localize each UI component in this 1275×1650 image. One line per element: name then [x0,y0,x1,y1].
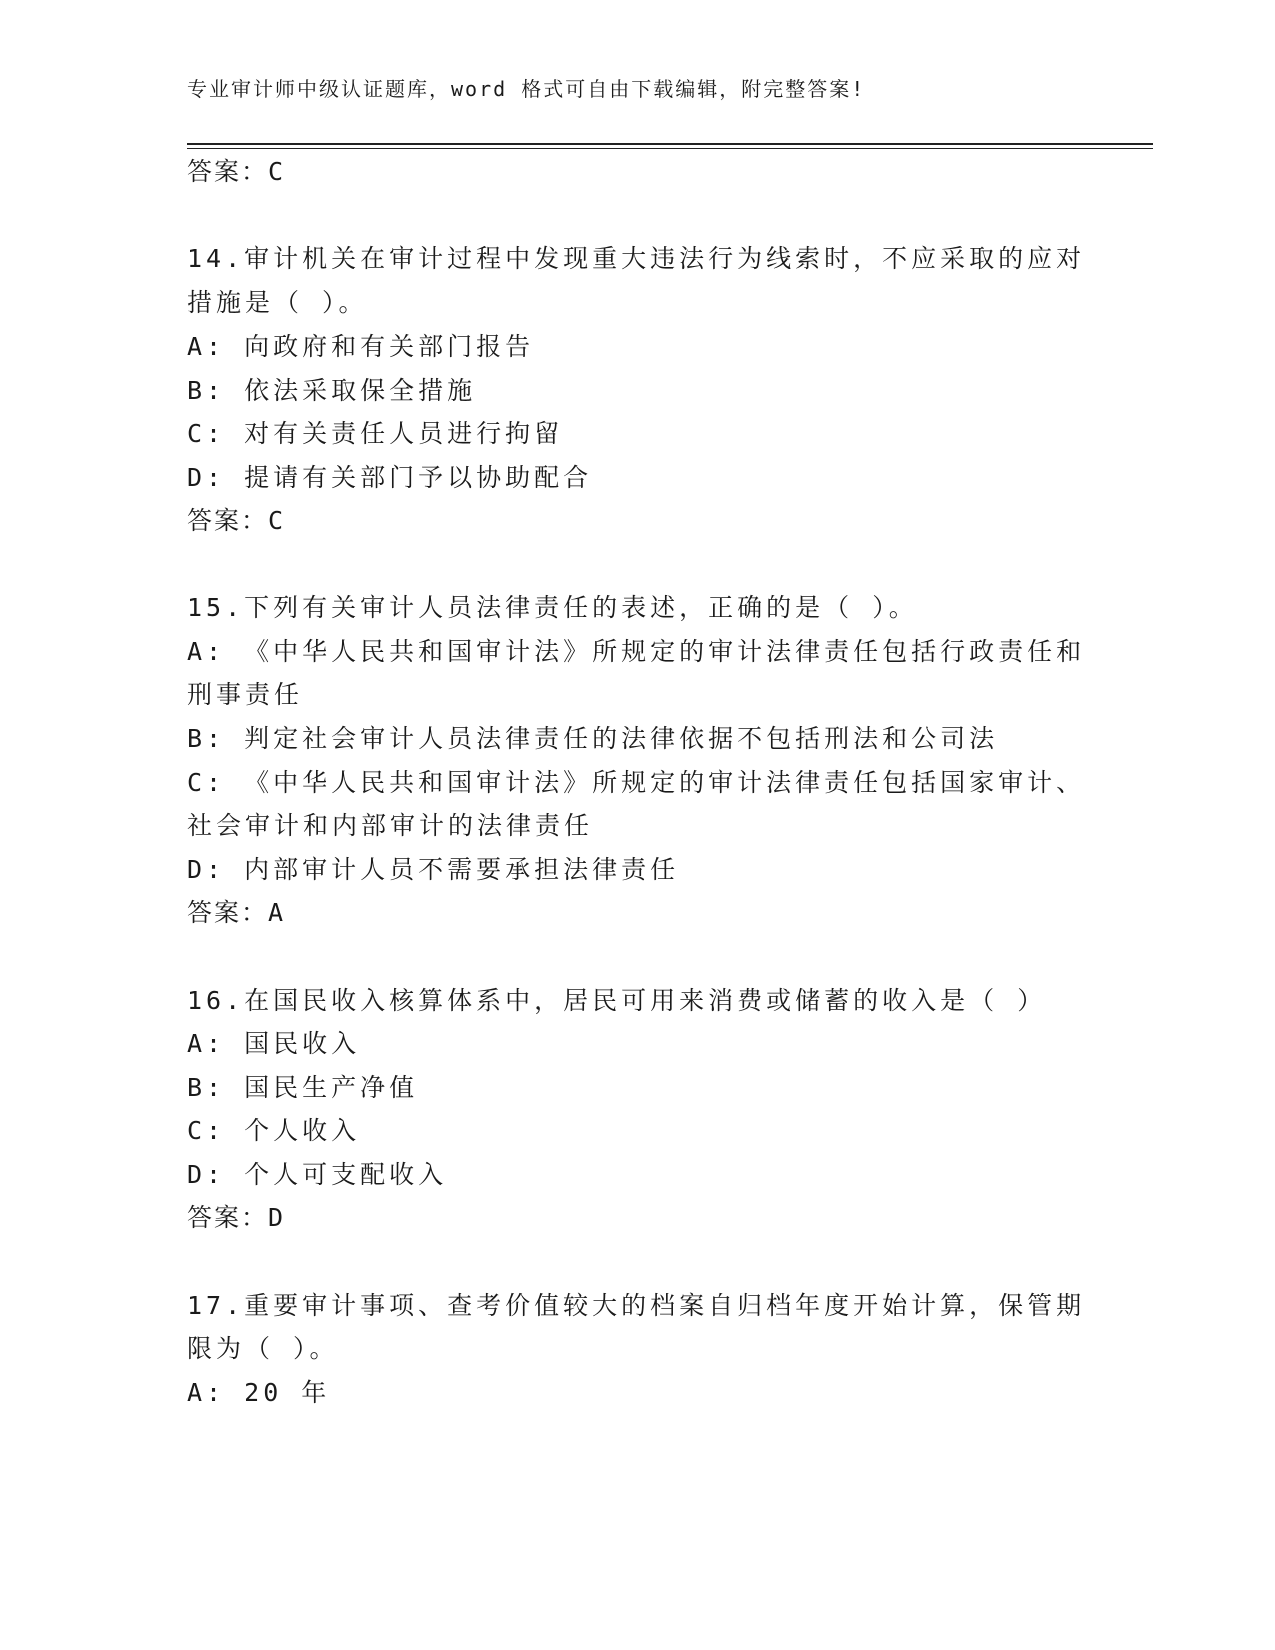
option-c-continued: 社会审计和内部审计的法律责任 [187,811,594,840]
answer-line [187,155,285,189]
header-divider [187,143,1153,145]
option-b: B: 判定社会审计人员法律责任的法律依据不包括刑法和公司法 [187,724,999,753]
option-c: C: 对有关责任人员进行拘留 [187,419,564,448]
option-a: A: 向政府和有关部门报告 [187,332,535,361]
option-a-continued: 刑事责任 [187,680,304,709]
question-stem: 17.重要审计事项、查考价值较大的档案自归档年度开始计算，保管期 [187,1291,1086,1320]
answer-value: A [268,898,286,927]
answer-value: C [268,157,286,186]
answer-label: 答案： [187,1203,269,1232]
answer-label: 答案： [187,157,269,186]
answer-line [187,1201,285,1235]
question-stem-continued: 措施是（ ）。 [187,288,368,317]
answer-line [187,896,285,930]
answer-value: C [268,506,286,535]
option-c: C: 个人收入 [187,1116,361,1145]
question-stem-continued: 限为（ ）。 [187,1334,339,1363]
answer-value: D [268,1203,286,1232]
option-a: A: 20 年 [187,1378,331,1407]
answer-label: 答案： [187,898,269,927]
option-b: B: 依法采取保全措施 [187,376,477,405]
question-stem: 16.在国民收入核算体系中，居民可用来消费或储蓄的收入是（ ） [187,986,1047,1015]
option-b: B: 国民生产净值 [187,1073,419,1102]
answer-line [187,504,285,538]
question-stem: 15.下列有关审计人员法律责任的表述，正确的是（ ）。 [187,593,918,622]
option-a: A: 《中华人民共和国审计法》所规定的审计法律责任包括行政责任和 [187,637,1086,666]
answer-label: 答案： [187,506,269,535]
option-d: D: 内部审计人员不需要承担法律责任 [187,855,680,884]
option-a: A: 国民收入 [187,1029,361,1058]
header-title: 专业审计师中级认证题库，word 格式可自由下载编辑，附完整答案! [187,77,866,101]
option-d: D: 提请有关部门予以协助配合 [187,463,593,492]
option-c: C: 《中华人民共和国审计法》所规定的审计法律责任包括国家审计、 [187,768,1086,797]
question-stem: 14.审计机关在审计过程中发现重大违法行为线索时，不应采取的应对 [187,244,1086,273]
option-d: D: 个人可支配收入 [187,1160,448,1189]
